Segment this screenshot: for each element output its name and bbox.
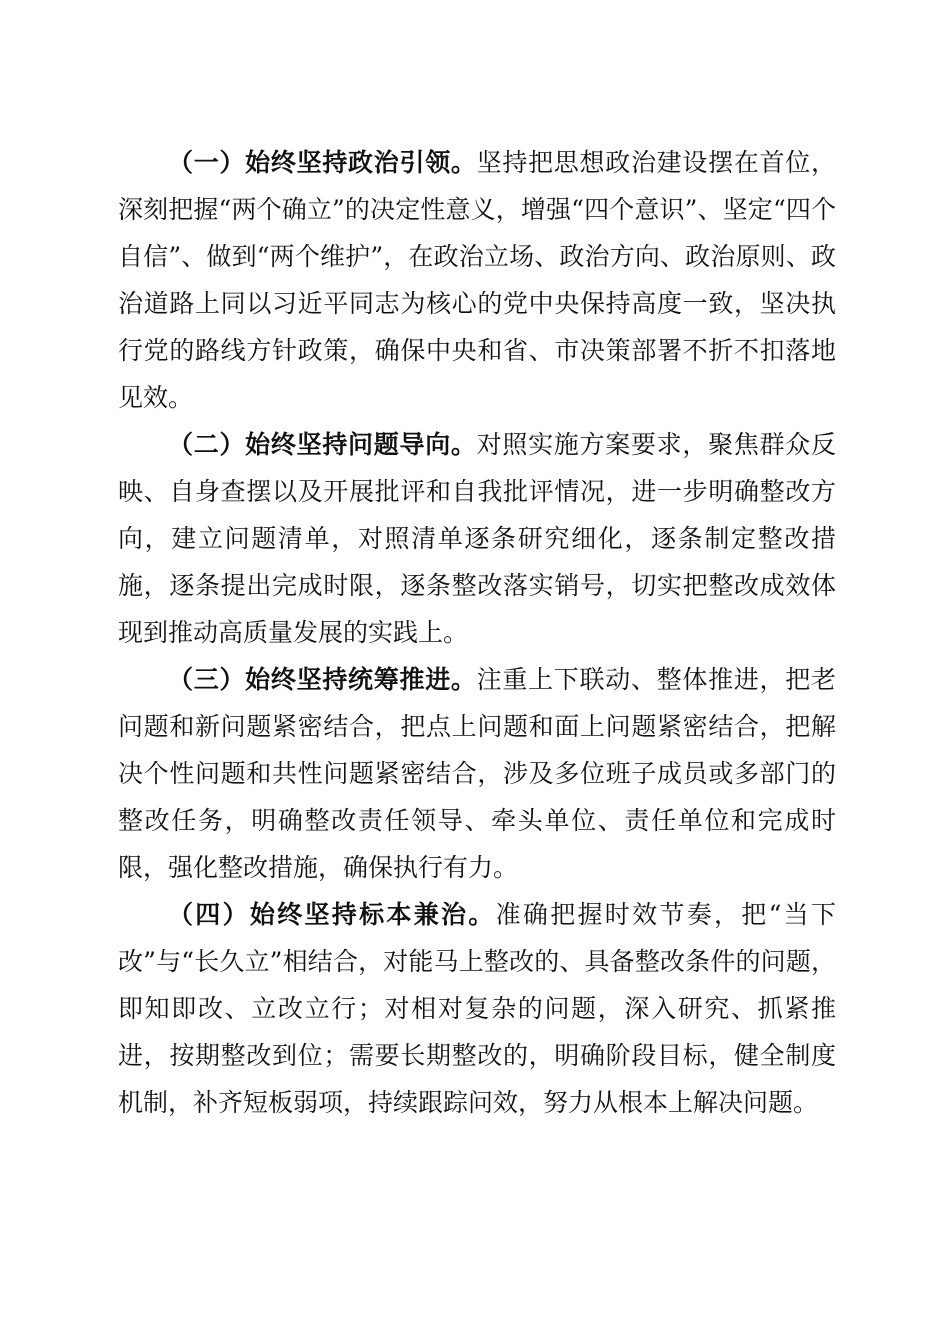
paragraph-3-body: 注重上下联动、整体推进，把老问题和新问题紧密结合，把点上问题和面上问题紧密结合，把解决个性问题和共性问题紧密结合，涉及多位班子成员或多部门的整改任务，明确整改责任领导、牵头单位、责任单位和完成时限，强化整改措施，确保执行有力。 [118,665,836,882]
paragraph-2 [118,421,836,656]
paragraph-3 [118,656,836,891]
paragraph-1 [118,139,836,421]
paragraph-1-heading: （一）始终坚持政治引领。 [168,148,477,177]
paragraph-4 [118,891,836,1126]
paragraph-1-body: 坚持把思想政治建设摆在首位，深刻把握“两个确立”的决定性意义，增强“四个意识”、坚定“四个自信”、做到“两个维护”，在政治立场、政治方向、政治原则、政治道路上同以习近平同志为核心的党中央保持高度一致，坚决执行党的路线方针政策，确保中央和省、市决策部署不折不扣落地见效。 [118,148,836,412]
paragraph-4-heading: （四）始终坚持标本兼治。 [168,900,496,929]
paragraph-4-body: 准确把握时效节奏，把“当下改”与“长久立”相结合，对能马上整改的、具备整改条件的问题，即知即改、立改立行；对相对复杂的问题，深入研究、抓紧推进，按期整改到位；需要长期整改的，明确阶段目标，健全制度机制，补齐短板弱项，持续跟踪问效，努力从根本上解决问题。 [118,900,836,1117]
document-body [118,139,836,1126]
paragraph-3-heading: （三）始终坚持统筹推进。 [168,665,477,694]
paragraph-2-body: 对照实施方案要求，聚焦群众反映、自身查摆以及开展批评和自我批评情况，进一步明确整改方向，建立问题清单，对照清单逐条研究细化，逐条制定整改措施，逐条提出完成时限，逐条整改落实销号，切实把整改成效体现到推动高质量发展的实践上。 [118,430,836,647]
paragraph-2-heading: （二）始终坚持问题导向。 [168,430,477,459]
